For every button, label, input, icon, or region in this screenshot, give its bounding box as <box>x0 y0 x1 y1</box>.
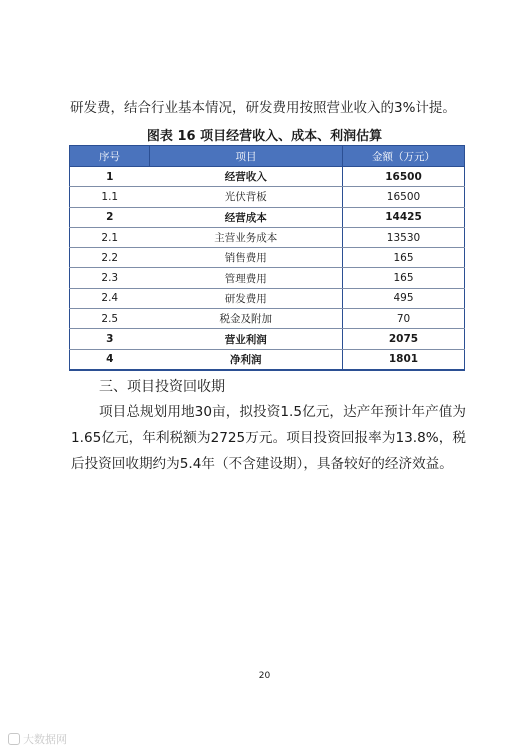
row-no: 4 <box>70 349 150 370</box>
row-item: 营业利润 <box>150 329 343 349</box>
watermark-text: 大数据网 <box>23 733 67 746</box>
row-amount: 2075 <box>343 329 465 349</box>
table-header-row <box>70 146 465 167</box>
paragraph-text: 项目总规划用地30亩，拟投资1.5亿元，达产年预计年产值为1.65亿元，年利税额为2725万元。项目投资回报率为13.8%，税后投资回收期约为5.4年（不含建设期），具备较好的经济效益。 <box>71 404 466 472</box>
table-row <box>70 207 465 227</box>
table-row <box>70 227 465 247</box>
watermark <box>8 731 67 747</box>
row-amount: 70 <box>343 309 465 329</box>
row-amount: 1801 <box>343 349 465 370</box>
row-no: 2.5 <box>70 309 150 329</box>
table-row <box>70 248 465 268</box>
row-item: 研发费用 <box>150 288 343 308</box>
row-no: 2.1 <box>70 227 150 247</box>
row-amount: 14425 <box>343 207 465 227</box>
intro-line: 研发费，结合行业基本情况，研发费用按照营业收入的3%计提。 <box>70 100 456 116</box>
row-item: 销售费用 <box>150 248 343 268</box>
table-row <box>70 288 465 308</box>
watermark-logo-icon <box>8 733 20 745</box>
row-no: 3 <box>70 329 150 349</box>
row-amount: 165 <box>343 268 465 288</box>
row-item: 管理费用 <box>150 268 343 288</box>
row-item: 税金及附加 <box>150 309 343 329</box>
row-no: 2 <box>70 207 150 227</box>
row-amount: 165 <box>343 248 465 268</box>
header-amount: 金额（万元） <box>343 146 465 167</box>
row-no: 2.2 <box>70 248 150 268</box>
table-row <box>70 349 465 370</box>
table-row <box>70 329 465 349</box>
row-no: 2.3 <box>70 268 150 288</box>
row-item: 经营成本 <box>150 207 343 227</box>
cost-profit-table <box>69 145 465 371</box>
table-row <box>70 309 465 329</box>
row-amount: 16500 <box>343 187 465 207</box>
section-title: 三、项目投资回收期 <box>99 379 225 395</box>
row-no: 2.4 <box>70 288 150 308</box>
header-no: 序号 <box>70 146 150 167</box>
header-item: 项目 <box>150 146 343 167</box>
row-amount: 495 <box>343 288 465 308</box>
table-row <box>70 167 465 187</box>
row-item: 经营收入 <box>150 167 343 187</box>
row-item: 主营业务成本 <box>150 227 343 247</box>
row-amount: 16500 <box>343 167 465 187</box>
page-number: 20 <box>258 671 271 681</box>
table-row <box>70 187 465 207</box>
row-item: 光伏背板 <box>150 187 343 207</box>
row-item: 净利润 <box>150 349 343 370</box>
table-row <box>70 268 465 288</box>
row-no: 1 <box>70 167 150 187</box>
table-caption: 图表 16 项目经营收入、成本、利润估算 <box>146 129 383 144</box>
row-amount: 13530 <box>343 227 465 247</box>
row-no: 1.1 <box>70 187 150 207</box>
body-paragraph <box>71 399 466 477</box>
